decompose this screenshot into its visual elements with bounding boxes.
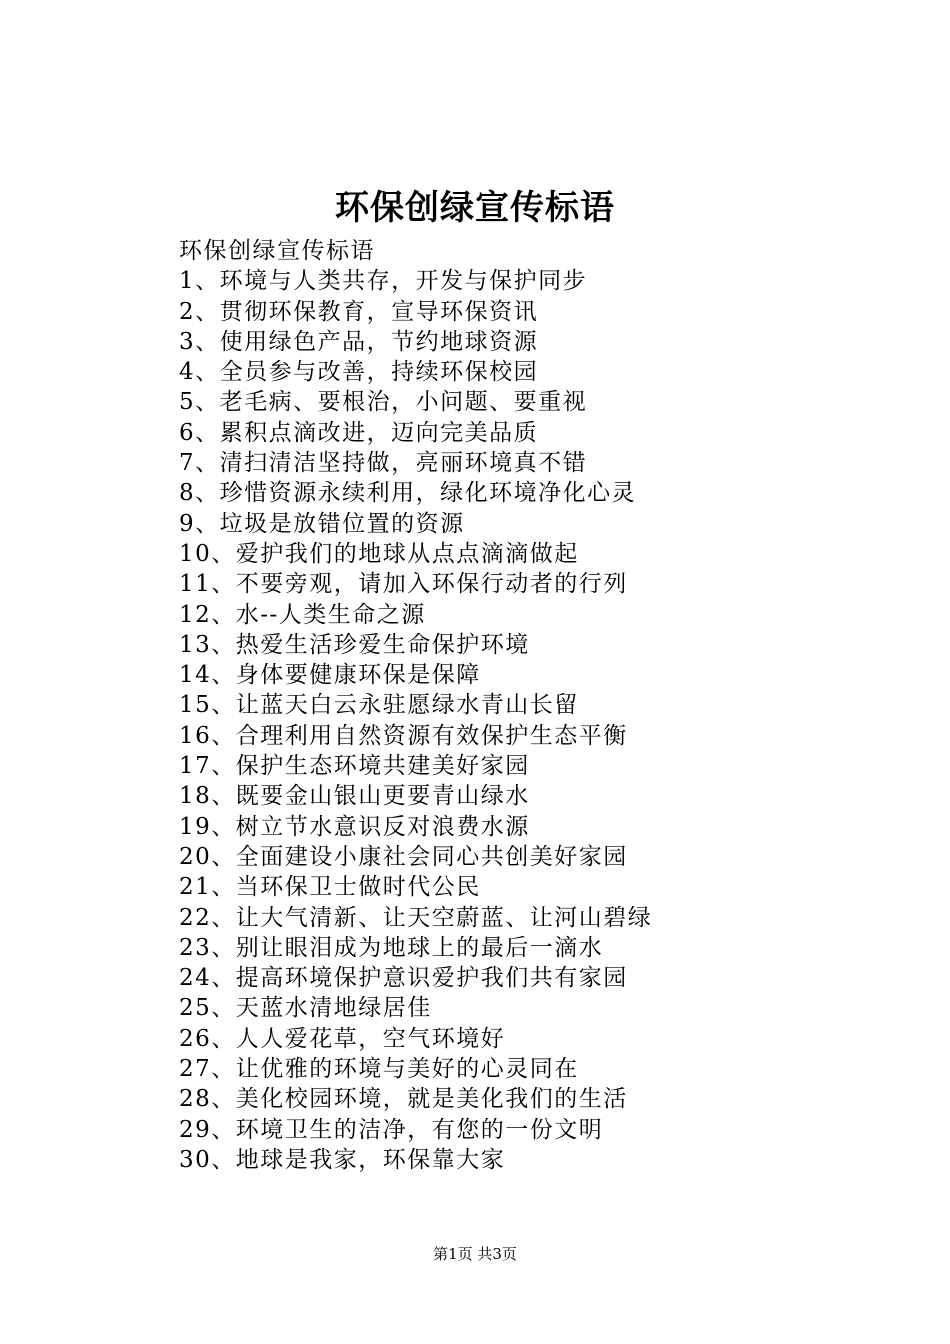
- list-item: 8、珍惜资源永续利用，绿化环境净化心灵: [179, 480, 637, 507]
- list-item: 15、让蓝天白云永驻愿绿水青山长留: [179, 692, 579, 719]
- list-item: 29、环境卫生的洁净，有您的一份文明: [179, 1116, 604, 1143]
- document-body: [179, 236, 899, 1175]
- list-item: 19、树立节水意识反对浪费水源: [179, 813, 530, 840]
- list-item: 25、天蓝水清地绿居佳: [179, 995, 432, 1022]
- list-item: 4、全员参与改善，持续环保校园: [179, 359, 539, 386]
- list-item: 16、合理利用自然资源有效保护生态平衡: [179, 722, 628, 749]
- list-item: 24、提高环境保护意识爱护我们共有家园: [179, 965, 628, 992]
- list-item: 18、既要金山银山更要青山绿水: [179, 783, 530, 810]
- list-item: 2、贯彻环保教育，宣导环保资讯: [179, 298, 539, 325]
- list-item: 14、身体要健康环保是保障: [179, 662, 481, 689]
- list-item: 3、使用绿色产品，节约地球资源: [179, 328, 539, 355]
- list-item: 5、老毛病、要根治，小问题、要重视: [179, 389, 588, 416]
- body-heading: 环保创绿宣传标语: [179, 238, 375, 264]
- list-item: 12、水--人类生命之源: [179, 601, 426, 628]
- page-footer: 第1页 共3页: [433, 1245, 517, 1263]
- list-item: 28、美化校园环境，就是美化我们的生活: [179, 1086, 628, 1113]
- list-item: 9、垃圾是放错位置的资源: [179, 510, 465, 537]
- list-item: 11、不要旁观，请加入环保行动者的行列: [179, 571, 628, 598]
- list-item: 30、地球是我家，环保靠大家: [179, 1146, 506, 1173]
- list-item: 20、全面建设小康社会同心共创美好家园: [179, 843, 628, 870]
- list-item: 21、当环保卫士做时代公民: [179, 874, 481, 901]
- list-item: 17、保护生态环境共建美好家园: [179, 753, 530, 780]
- list-item: 1、环境与人类共存，开发与保护同步: [179, 268, 588, 295]
- list-item: 26、人人爱花草，空气环境好: [179, 1025, 506, 1052]
- list-item: 22、让大气清新、让天空蔚蓝、让河山碧绿: [179, 904, 653, 931]
- list-item: 23、别让眼泪成为地球上的最后一滴水: [179, 934, 604, 961]
- slogan-list: [179, 266, 899, 1175]
- document-title: 环保创绿宣传标语: [335, 188, 615, 228]
- list-item: 7、清扫清洁坚持做，亮丽环境真不错: [179, 450, 588, 477]
- list-item: 6、累积点滴改进，迈向完美品质: [179, 419, 539, 446]
- list-item: 27、让优雅的环境与美好的心灵同在: [179, 1056, 579, 1083]
- list-item: 10、爱护我们的地球从点点滴滴做起: [179, 540, 579, 567]
- list-item: 13、热爱生活珍爱生命保护环境: [179, 631, 530, 658]
